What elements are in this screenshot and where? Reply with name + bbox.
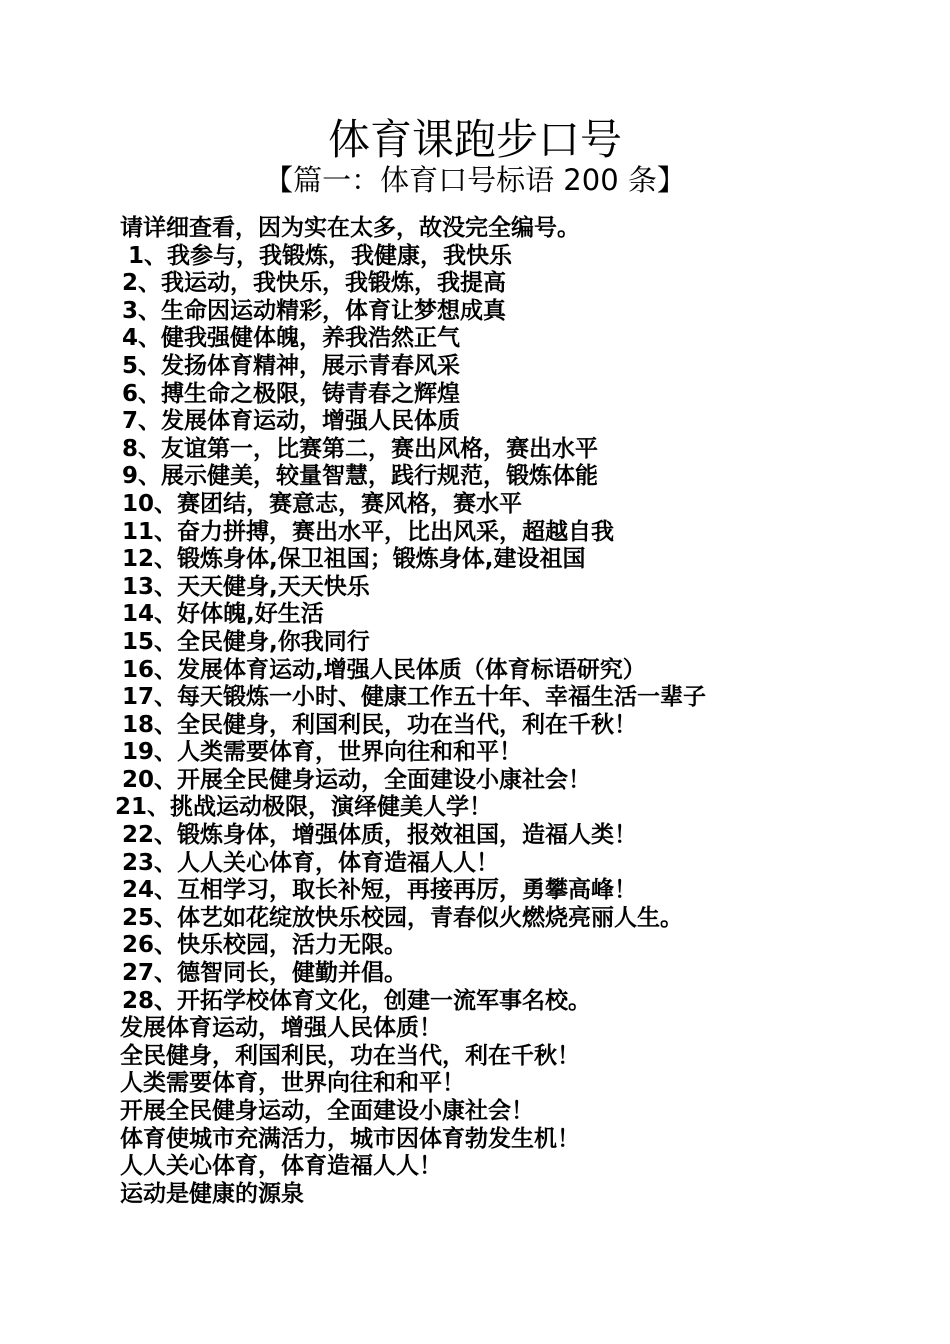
list-item: 10、赛团结，赛意志，赛风格，赛水平	[122, 490, 523, 517]
list-item: 25、体艺如花绽放快乐校园，青春似火燃烧亮丽人生。	[122, 904, 684, 931]
list-item: 7、发展体育运动，增强人民体质	[122, 408, 461, 435]
list-item: 22、锻炼身体，增强体质，报效祖国，造福人类！	[122, 822, 638, 849]
list-item: 20、开展全民健身运动，全面建设小康社会！	[122, 766, 592, 793]
list-item: 16、发展体育运动,增强人民体质（体育标语研究）	[122, 656, 646, 683]
slogan-list	[115, 215, 940, 1208]
slogan-line: 人人关心体育，体育造福人人！	[120, 1153, 442, 1180]
list-item: 3、生命因运动精彩，体育让梦想成真	[122, 297, 507, 324]
list-item: 27、德智同长，健勤并倡。	[122, 960, 408, 987]
list-item: 1、我参与，我锻炼，我健康，我快乐	[128, 242, 513, 269]
list-item: 14、好体魄,好生活	[122, 601, 324, 628]
section-heading: 【篇一：体育口号标语 200 条】	[264, 163, 686, 197]
list-item: 11、奋力拼搏，赛出水平，比出风采，超越自我	[122, 518, 615, 545]
list-item: 6、搏生命之极限，铸青春之辉煌	[122, 380, 461, 407]
list-item: 18、全民健身，利国利民，功在当代，利在千秋！	[122, 711, 638, 738]
list-item: 24、互相学习，取长补短，再接再厉，勇攀高峰！	[122, 877, 638, 904]
list-item: 12、锻炼身体,保卫祖国；锻炼身体,建设祖国	[122, 546, 586, 573]
slogan-line: 全民健身，利国利民，功在当代，利在千秋！	[120, 1042, 580, 1069]
list-item: 15、全民健身,你我同行	[122, 628, 370, 655]
slogan-line: 运动是健康的源泉	[120, 1180, 304, 1207]
list-item: 23、人人关心体育，体育造福人人！	[122, 849, 500, 876]
list-item: 17、每天锻炼一小时、健康工作五十年、幸福生活一辈子	[122, 684, 707, 711]
slogan-line: 体育使城市充满活力，城市因体育勃发生机！	[120, 1125, 580, 1152]
list-item: 13、天天健身,天天快乐	[122, 573, 370, 600]
list-item: 26、快乐校园，活力无限。	[122, 932, 408, 959]
slogan-line: 人类需要体育，世界向往和和平！	[120, 1070, 465, 1097]
intro-line: 请详细查看，因为实在太多，故没完全编号。	[120, 215, 580, 241]
slogan-line: 发展体育运动，增强人民体质！	[120, 1015, 442, 1042]
list-item: 19、人类需要体育，世界向往和和平！	[122, 739, 523, 766]
slogan-line: 开展全民健身运动，全面建设小康社会！	[120, 1098, 534, 1124]
list-item: 4、健我强健体魄，养我浩然正气	[122, 325, 461, 352]
list-item: 8、友谊第一，比赛第二，赛出风格，赛出水平	[122, 435, 599, 462]
page-title: 体育课跑步口号	[327, 115, 622, 164]
list-item: 5、发扬体育精神，展示青春风采	[122, 352, 461, 379]
list-item: 9、展示健美，较量智慧，践行规范，锻炼体能	[122, 463, 599, 490]
list-item: 21、挑战运动极限，演绎健美人学！	[115, 794, 493, 821]
list-item: 2、我运动，我快乐，我锻炼，我提高	[122, 270, 507, 297]
list-item: 28、开拓学校体育文化，创建一流军事名校。	[122, 987, 592, 1014]
